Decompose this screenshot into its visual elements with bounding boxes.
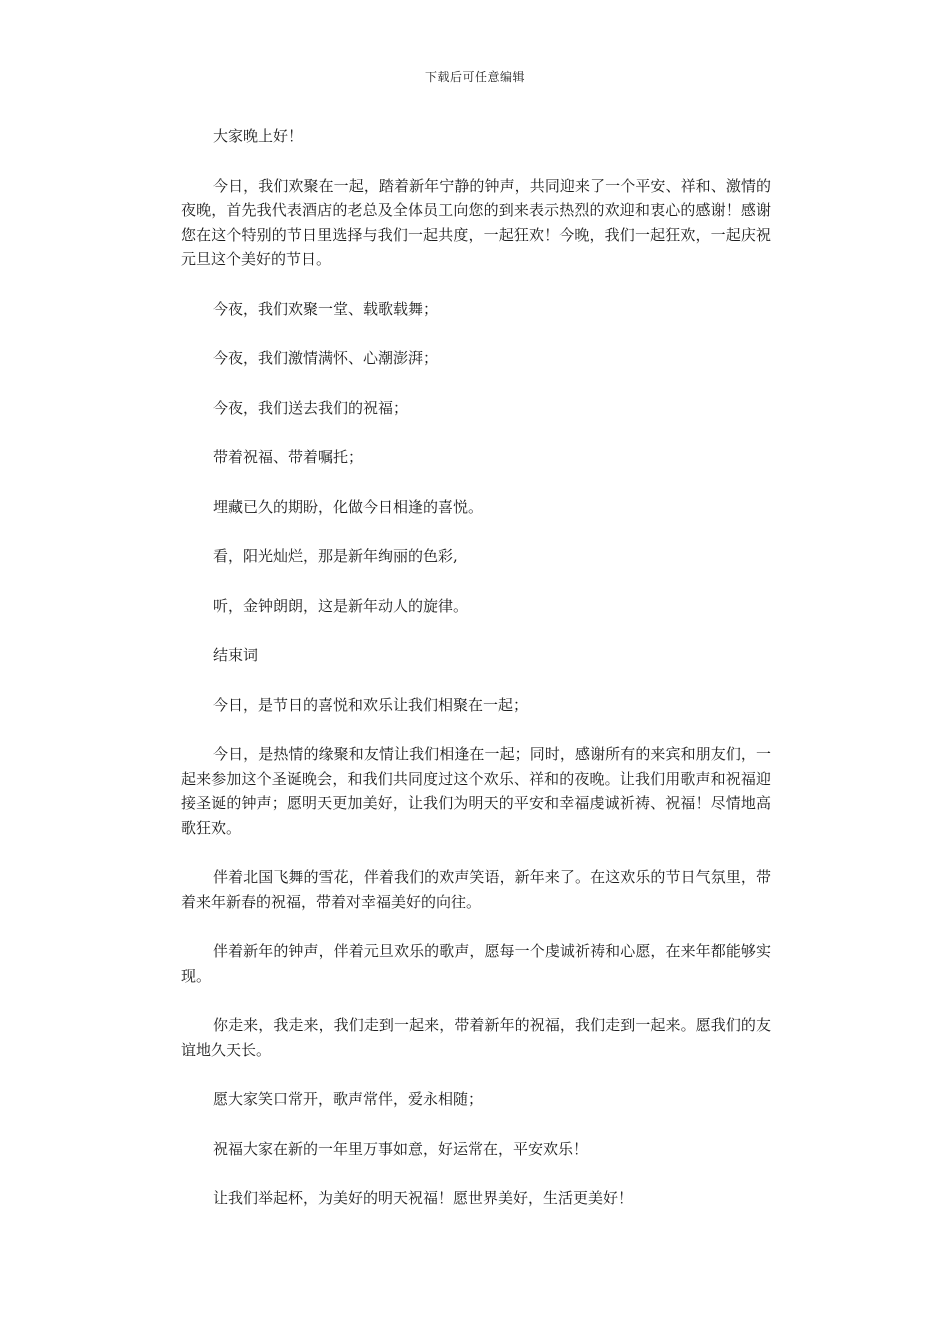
body-paragraph: 听，金钟朗朗，这是新年动人的旋律。	[213, 596, 469, 615]
body-paragraph: 今夜，我们送去我们的祝福；	[213, 398, 409, 417]
body-paragraph: 今日，是热情的缘聚和友情让我们相逢在一起；同时，感谢所有的来宾和朋友们，一起来参加这个圣诞晚会，和我们共同度过这个欢乐、祥和的夜晚。让我们用歌声和祝福迎接圣诞的钟声；愿明天更加美好，让我们为明天的平安和幸福虔诚祈祷、祝福！尽情地高歌狂欢。	[181, 745, 771, 837]
body-paragraph: 带着祝福、带着嘱托；	[213, 448, 364, 466]
body-paragraph: 今日，我们欢聚在一起，踏着新年宁静的钟声，共同迎来了一个平安、祥和、激情的夜晚，首先我代表酒店的老总及全体员工向您的到来表示热烈的欢迎和衷心的感谢！感谢您在这个特别的节日里选择与我们一起共度，一起狂欢！今晚，我们一起狂欢，一起庆祝元旦这个美好的节日。	[181, 176, 771, 268]
body-paragraph: 今日，是节日的喜悦和欢乐让我们相聚在一起；	[213, 695, 529, 714]
body-paragraph: 埋藏已久的期盼，化做今日相逢的喜悦。	[213, 497, 484, 516]
body-paragraph: 今夜，我们欢聚一堂、载歌载舞；	[213, 299, 439, 318]
body-paragraph: 你走来，我走来，我们走到一起来，带着新年的祝福，我们走到一起来。愿我们的友谊地久天长。	[181, 1016, 771, 1059]
body-paragraph: 伴着北国飞舞的雪花，伴着我们的欢声笑语，新年来了。在这欢乐的节日气氛里，带着来年新春的祝福，带着对幸福美好的向往。	[181, 868, 771, 911]
page-header-note: 下载后可任意编辑	[424, 70, 525, 84]
body-paragraph: 让我们举起杯，为美好的明天祝福！愿世界美好，生活更美好！	[213, 1189, 634, 1207]
greeting-paragraph: 大家晚上好！	[213, 127, 304, 145]
section-heading: 结束词	[213, 646, 259, 664]
body-paragraph: 愿大家笑口常开，歌声常伴，爱永相随；	[213, 1090, 484, 1108]
body-paragraph: 祝福大家在新的一年里万事如意，好运常在，平安欢乐！	[213, 1139, 589, 1158]
document-body	[181, 124, 771, 1236]
body-paragraph: 今夜，我们激情满怀、心潮澎湃；	[213, 349, 439, 367]
body-paragraph: 看，阳光灿烂，那是新年绚丽的色彩,	[213, 547, 458, 565]
body-paragraph: 伴着新年的钟声，伴着元旦欢乐的歌声，愿每一个虔诚祈祷和心愿，在来年都能够实现。	[181, 942, 771, 985]
